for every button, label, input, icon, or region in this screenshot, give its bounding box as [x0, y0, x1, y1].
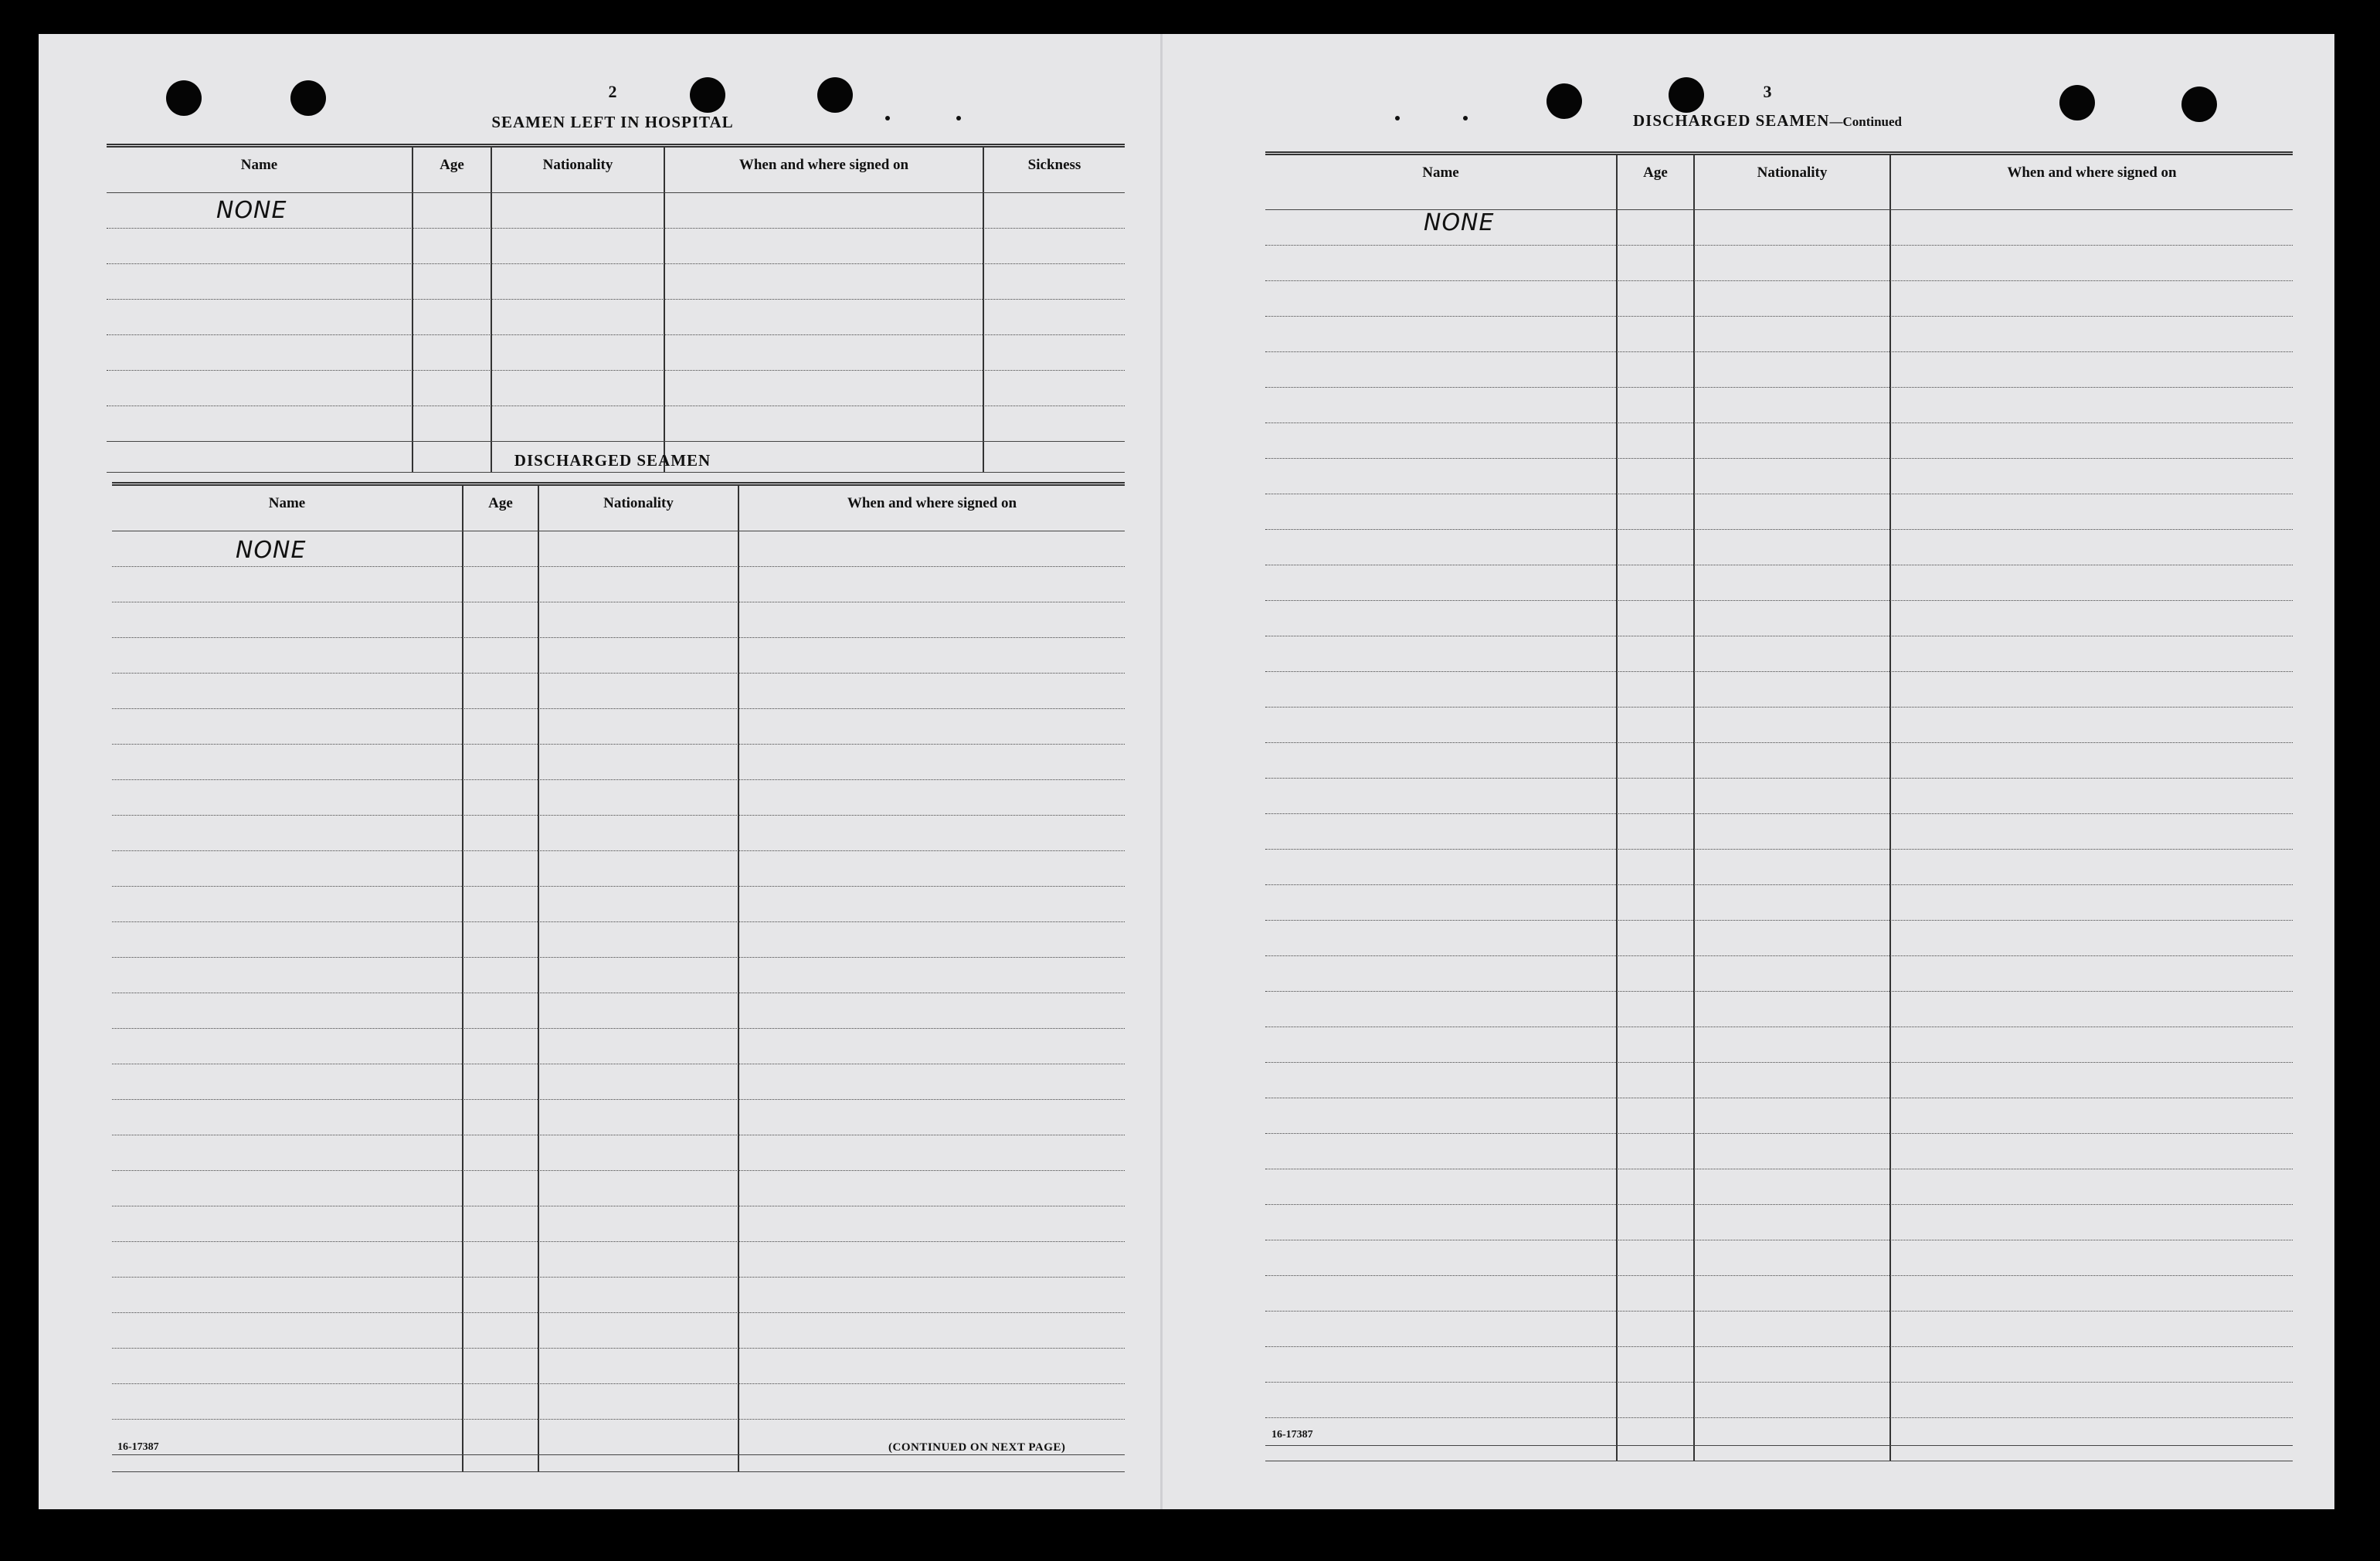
left-page-number: 2 [608, 82, 617, 101]
punch-hole [690, 77, 725, 113]
row-line [112, 1471, 1125, 1472]
row-line [1265, 316, 2293, 317]
discharged-handwritten-entry: NONE [236, 537, 307, 564]
row-line [107, 228, 1125, 229]
column-header-signed-on: When and where signed on [738, 157, 909, 173]
row-line [1265, 529, 2293, 530]
row-line [1265, 1311, 2293, 1312]
punch-hole [2059, 85, 2095, 120]
column-header-signed-on: When and where signed on [2007, 165, 2177, 181]
row-line [112, 850, 1125, 851]
row-line [1265, 245, 2293, 246]
column-header-name: Name [268, 495, 306, 511]
row-line [107, 370, 1125, 371]
row-line [1265, 1275, 2293, 1276]
row-line [112, 673, 1125, 674]
column-divider [491, 148, 492, 472]
left-form-number: 16-17387 [117, 1441, 159, 1453]
row-line [1265, 920, 2293, 921]
row-line [1265, 280, 2293, 281]
row-line [1265, 1133, 2293, 1134]
row-line [112, 744, 1125, 745]
row-line [1265, 209, 2293, 210]
row-line [112, 957, 1125, 958]
row-line [1265, 991, 2293, 992]
row-line [107, 441, 1125, 442]
row-line [1265, 387, 2293, 388]
column-header-age: Age [440, 157, 464, 173]
row-line [107, 299, 1125, 300]
row-line [112, 1241, 1125, 1242]
punch-hole [1669, 77, 1704, 113]
row-line [112, 921, 1125, 922]
row-line [112, 1312, 1125, 1313]
right-section-title-main: DISCHARGED SEAMEN [1633, 111, 1830, 130]
punch-hole [1546, 83, 1582, 119]
row-line [112, 1277, 1125, 1278]
column-header-nationality: Nationality [603, 495, 674, 511]
row-line [1265, 422, 2293, 423]
row-line [112, 1099, 1125, 1100]
row-line [112, 1348, 1125, 1349]
column-header-name: Name [1422, 165, 1459, 181]
row-line [112, 1170, 1125, 1171]
row-line [112, 637, 1125, 638]
column-header-name: Name [240, 157, 278, 173]
row-line [1265, 955, 2293, 956]
continued-handwritten-entry: NONE [1424, 209, 1495, 236]
hospital-handwritten-entry: NONE [216, 197, 287, 224]
row-line [112, 566, 1125, 567]
page-fold [1160, 34, 1163, 1509]
right-section-title [1633, 111, 1902, 131]
punch-hole [817, 77, 853, 113]
punch-hole [290, 80, 326, 116]
row-line [1265, 351, 2293, 352]
column-header-sickness: Sickness [1027, 157, 1081, 173]
row-line [1265, 813, 2293, 814]
row-line [112, 1454, 1125, 1455]
right-form-number: 16-17387 [1271, 1429, 1313, 1441]
column-divider [462, 486, 463, 1471]
right-section-title-suffix: —Continued [1829, 114, 1902, 129]
row-line [1265, 1062, 2293, 1063]
discharged-section-title: DISCHARGED SEAMEN [514, 451, 711, 470]
row-line [112, 815, 1125, 816]
row-line [107, 192, 1125, 193]
row-line [107, 472, 1125, 473]
row-line [107, 334, 1125, 335]
continued-footnote: (CONTINUED ON NEXT PAGE) [888, 1441, 1066, 1454]
column-header-signed-on: When and where signed on [847, 495, 1017, 511]
row-line [112, 886, 1125, 887]
row-line [112, 1383, 1125, 1384]
row-line [112, 1419, 1125, 1420]
column-divider [538, 486, 539, 1471]
column-header-nationality: Nationality [1757, 165, 1828, 181]
row-line [1265, 849, 2293, 850]
row-line [1265, 884, 2293, 885]
ink-speck [1395, 116, 1400, 120]
row-line [1265, 1417, 2293, 1418]
column-header-age: Age [488, 495, 513, 511]
document-sheet [39, 34, 2334, 1509]
row-line [1265, 458, 2293, 459]
ink-speck [885, 116, 890, 120]
column-divider [664, 148, 665, 472]
hospital-section-title: SEAMEN LEFT IN HOSPITAL [491, 113, 734, 131]
row-line [1265, 778, 2293, 779]
right-page-number: 3 [1763, 82, 1772, 101]
row-line [1265, 600, 2293, 601]
row-line [1265, 742, 2293, 743]
row-line [1265, 1382, 2293, 1383]
ink-speck [956, 116, 961, 120]
column-divider [738, 486, 739, 1471]
row-line [1265, 1204, 2293, 1205]
row-line [1265, 1445, 2293, 1446]
row-line [112, 779, 1125, 780]
row-line [1265, 1346, 2293, 1347]
column-header-nationality: Nationality [542, 157, 613, 173]
discharged-continued-table [1265, 151, 2293, 1461]
row-line [107, 263, 1125, 264]
row-line [112, 1028, 1125, 1029]
punch-hole [2181, 87, 2217, 122]
discharged-table [112, 482, 1125, 1471]
ink-speck [1463, 116, 1468, 120]
column-header-age: Age [1643, 165, 1668, 181]
punch-hole [166, 80, 202, 116]
row-line [1265, 707, 2293, 708]
column-divider [983, 148, 984, 472]
hospital-table [107, 144, 1125, 472]
row-line [1265, 671, 2293, 672]
column-divider [412, 148, 413, 472]
row-line [112, 708, 1125, 709]
